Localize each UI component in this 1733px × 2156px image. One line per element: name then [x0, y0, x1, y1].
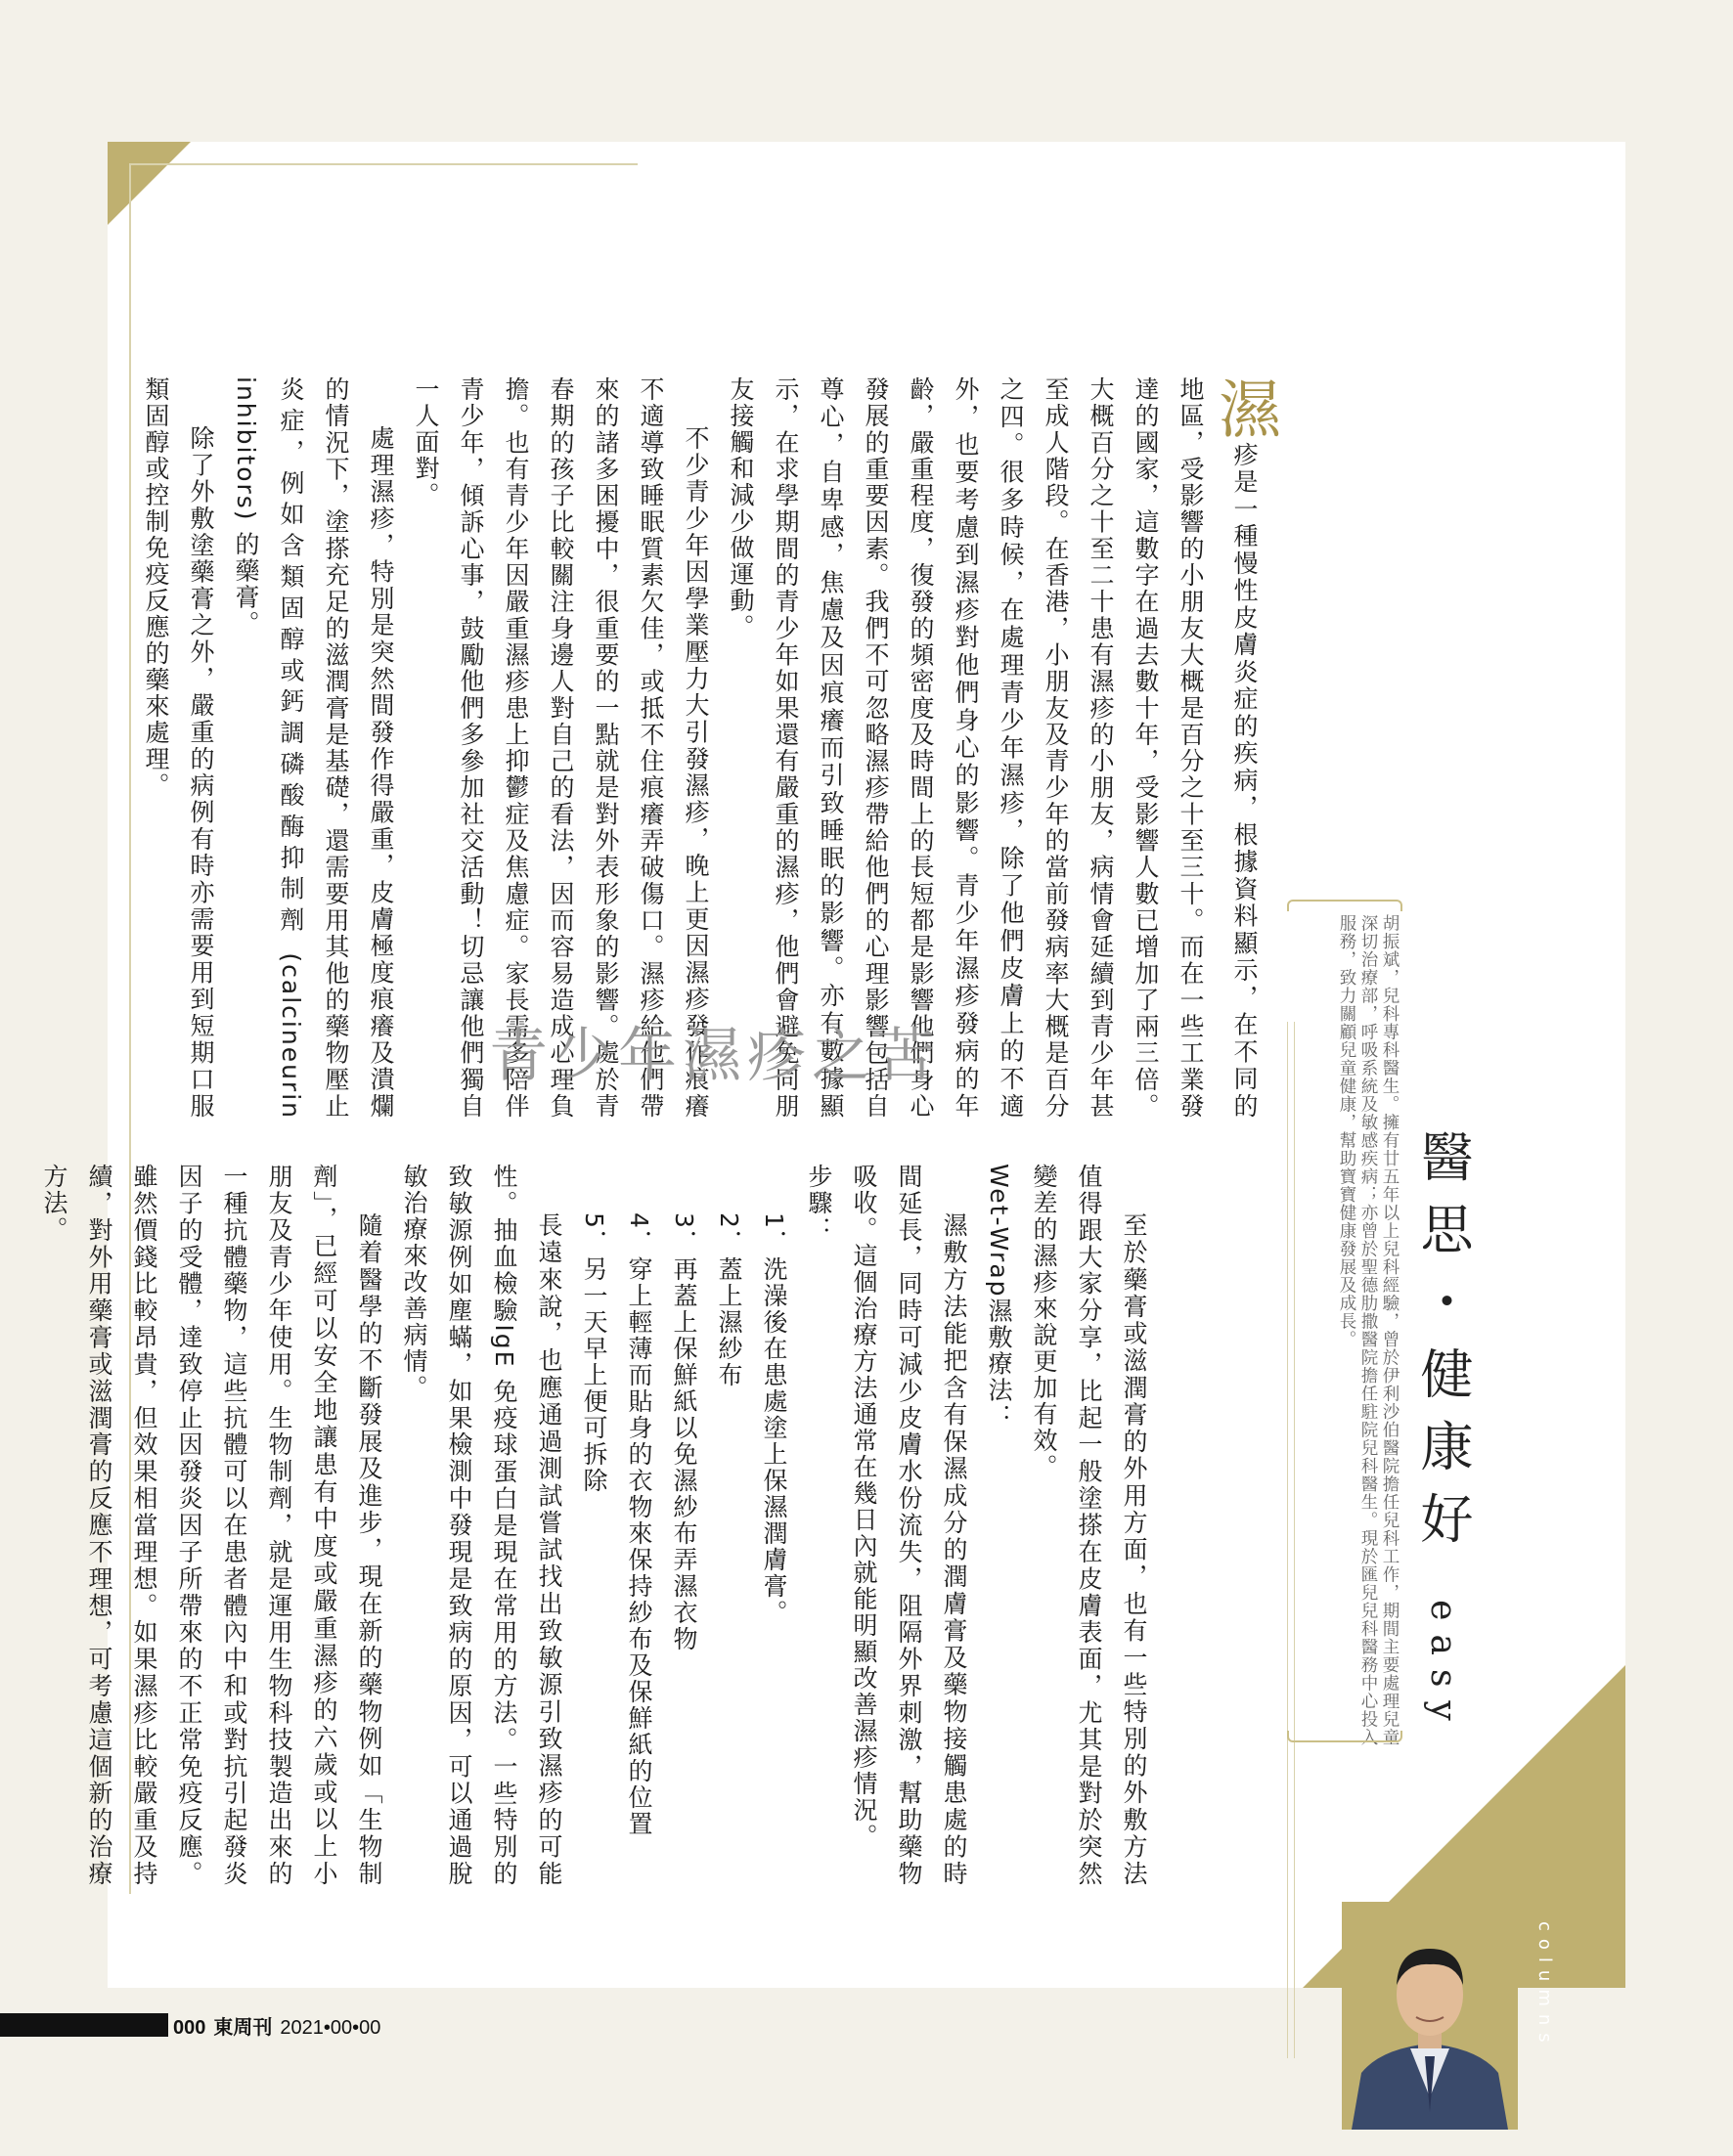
- article-title: 青少年濕疹之苦: [489, 1022, 941, 1090]
- columns-tag: columns: [1534, 1921, 1555, 2050]
- column-heading-english: easy: [1423, 1600, 1463, 1735]
- wet-wrap-heading: Wet-Wrap濕敷療法：: [985, 1164, 1013, 1430]
- author-portrait: [1342, 1902, 1518, 2130]
- bio-bracket: [1287, 900, 1402, 911]
- step-item: 4．穿上輕薄而貼身的衣物來保持紗布及保鮮紙的位置: [625, 1212, 653, 1837]
- article-paragraph-5: 至於藥膏或滋潤膏的外用方面，也有一些特別的外敷方法值得跟大家分享，比起一般塗搽在皮膚表面，尤其是對於突然變差的濕疹來說更加有效。: [1030, 1164, 1148, 1887]
- issue-date: 2021•00•00: [280, 2017, 381, 2039]
- column-heading: [1405, 1129, 1481, 1735]
- dropcap: 濕: [1208, 376, 1280, 442]
- publication-name: 東周刊: [213, 2017, 273, 2039]
- article-paragraph-3: 處理濕疹，特別是突然間發作得嚴重，皮膚極度痕癢及潰爛的情況下，塗搽充足的滋潤膏是基礎，還需要用其他的藥物壓止炎症，例如含類固醇或鈣調磷酸酶抑制劑 (calcineurin inhibitors) 的藥膏。: [232, 376, 395, 1120]
- author-portrait-illustration: [1342, 1902, 1518, 2130]
- article-paragraph-7: 濕敷方法能把含有保濕成分的潤膚膏及藥物接觸患處的時間延長，同時可減少皮膚水份流失，阻隔外界刺激，幫助藥物吸收。這個治療方法通常在幾日內就能明顯改善濕疹情況。: [850, 1164, 968, 1887]
- frame-line-horizontal: [129, 163, 638, 165]
- steps-heading: 步驟：: [805, 1164, 833, 1243]
- column-heading-chinese: 醫思・健康好: [1412, 1129, 1474, 1563]
- author-bio: 胡振斌，兒科專科醫生。擁有廿五年以上兒科經驗，曾於伊利沙伯醫院擔任兒科工作，期間主要處理兒童深切治療部，呼吸系統及敏感疾病；亦曾於聖德肋撒醫院擔任駐院兒科醫生。現於匯兒兒科醫務中心投入服務，致力關顧兒童健康，幫助寶寶健康發展及成長。: [1337, 914, 1400, 1746]
- corner-decoration-top-left: [108, 142, 191, 225]
- article-paragraph-1: 濕疹是一種慢性皮膚炎症的疾病，根據資料顯示，在不同的地區，受影響的小朋友大概是百分之十至三十。而在一些工業發達的國家，這數字在過去數十年，受影響人數已增加了兩三倍。大概百分之十至二十患有濕疹的小朋友，病情會延續到青少年甚至成人階段。在香港，小朋友及青少年的當前發病率大概是百分之四。很多時候，在處理青少年濕疹，除了他們皮膚上的不適外，也要考慮到濕疹對他們身心的影響。青少年濕疹發病的年齡，嚴重程度，復發的頻密度及時間上的長短都是影響他們身心發展的重要因素。我們不可忽略濕疹帶給他們的心理影響包括自尊心，自卑感，焦慮及因痕癢而引致睡眠的影響。亦有數據顯示，在求學期間的青少年如果還有嚴重的濕疹，他們會避免同朋友接觸和減少做運動。: [727, 376, 1280, 1121]
- footer: [173, 2011, 380, 2040]
- step-item: 1．洗澡後在患處塗上保濕潤膚膏。: [760, 1212, 788, 1626]
- divider-line: [1287, 1022, 1288, 2058]
- article-paragraph-10: 隨着醫學的不斷發展及進步，現在新的藥物例如「生物制劑」，已經可以安全地讓患有中度或嚴重濕疹的六歲或以上小朋友及青少年使用。生物制劑，就是運用生物科技製造出來的一種抗體藥物，這些抗體可以在患者體內中和或對抗引起發炎因子的受體，達致停止因發炎因子所帶來的不正常免疫反應。雖然價錢比較昂貴，但效果相當理想。如果濕疹比較嚴重及持續，對外用藥膏或滋潤膏的反應不理想，可考慮這個新的治療方法。: [40, 1164, 383, 1887]
- footer-bar: [0, 2013, 168, 2037]
- step-item: 2．蓋上濕紗布: [715, 1212, 743, 1388]
- article-upper-block: [53, 376, 1280, 1121]
- article-paragraph-9: 長遠來說，也應通過測試嘗試找出致敏源引致濕疹的可能性。抽血檢驗IgE 免疫球蛋白是現在常用的方法。一些特別的致敏源例如塵蟎，如果檢測中發現是致病的原因，可以通過脫敏治療來改善病情。: [400, 1164, 563, 1887]
- bio-bracket: [1287, 1731, 1402, 1742]
- step-item: 5．另一天早上便可拆除: [580, 1212, 608, 1494]
- step-item: 3．再蓋上保鮮紙以免濕紗布弄濕衣物: [670, 1212, 698, 1652]
- article-paragraph-2: 不少青少年因學業壓力大引發濕疹，晚上更因濕疹發作痕癢不適導致睡眠質素欠佳，或抵不住痕癢弄破傷口。濕疹給他們帶來的諸多困擾中，很重要的一點就是對外表形象的影響。處於青春期的孩子比較關注身邊人對自己的看法，因而容易造成心理負擔。也有青少年因嚴重濕疹患上抑鬱症及焦慮症。家長需多陪伴青少年，傾訴心事，鼓勵他們多參加社交活動！切忌讓他們獨自一人面對。: [412, 376, 710, 1120]
- article-paragraph-4: 除了外敷塗藥膏之外，嚴重的病例有時亦需要用到短期口服類固醇或控制免疫反應的藥來處理。: [142, 376, 215, 1120]
- article-lower-block: [40, 1164, 1156, 1887]
- page-number: 000: [173, 2017, 206, 2039]
